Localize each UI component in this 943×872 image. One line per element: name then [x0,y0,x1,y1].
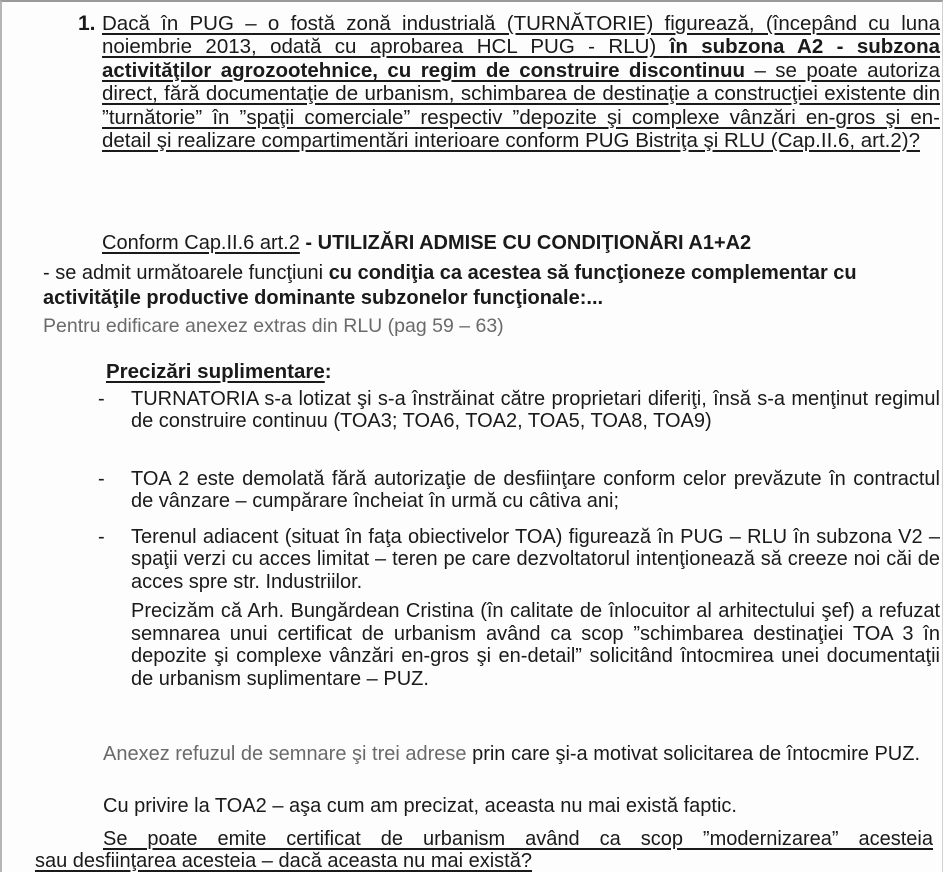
refusal-paragraph: Precizăm că Arh. Bungărdean Cristina (în calitate de înlocuitor al arhitectului şef) a refuzat semnarea unui certificat de urbanism având ca scop ”schimbarea destinaţiei TOA 3 în depozite şi complexe vânzări en-gros şi en-detail” solicitând întocmirea unei documentaţii de urbanism suplimentare – PUZ. [131,600,940,690]
precizari-heading [106,360,332,384]
bullet-dash: - [98,526,105,548]
bullet-item [98,526,940,593]
bullet-item [98,468,940,513]
admit-condition: cu condiţia ca acestea să funcţioneze complementar cu activităţile productive dominante subzonelor funcţionale:... [43,262,857,309]
annex-refusal-grey: Anexez refuzul de semnare şi trei adrese [103,743,467,765]
bullet-text: TOA 2 este demolată fără autorizaţie de desfiinţare conform celor prevăzute în contractul de vânzare – cumpărare încheiat în urmă cu câtiva ani; [131,468,940,513]
final-question [35,828,933,872]
question-1 [72,12,940,152]
bullet-text: Terenul adiacent (situat în faţa obiectivelor TOA) figurează în PUG – RLU în subzona V2 – spaţii verzi cu acces limitat – teren pe care dezvoltatorul intenţionează să creeze noi căi de acces spre str. Industriilor. [131,526,940,593]
conform-title: - UTILIZĂRI ADMISE CU CONDIŢIONĂRI A1+A2 [299,232,752,254]
bullet-dash: - [98,388,105,410]
question-text [102,12,940,152]
bullet-dash: - [98,468,105,490]
conform-heading [102,232,751,255]
toa2-statement: Cu privire la TOA2 – aşa cum am precizat, aceasta nu mai există faptic. [103,795,737,817]
annex-refusal [103,743,940,766]
question-bold-part: în subzona A2 - subzona activităţilor agrozootehnice, cu regim de construire discontinuu [102,35,940,82]
question-part1: Dacă în PUG – o fostă zonă industrială (TURNĂTORIE) figurează, (începând cu luna noiembrie 2013, odată cu aprobarea HCL PUG - RLU) [102,12,940,59]
final-line-1: Se poate emite certificat de urbanism având ca scop ”modernizarea” acesteia [103,828,933,850]
bullet-item [98,388,940,433]
final-line-2: sau desfiinţarea acesteia – dacă aceasta nu mai există? [35,850,532,872]
annex-rlu: Pentru edificare anexez extras din RLU (pag 59 – 63) [43,315,504,337]
admit-intro: - se admit următoarele funcţiuni [43,262,329,284]
conform-ref: Conform Cap.II.6 art.2 [102,232,300,254]
bullet-text: TURNATORIA s-a lotizat şi s-a înstrăinat către proprietari diferiţi, însă s-a menţinut regimul de construire continuu (TOA3; TOA6, TOA2, TOA5, TOA8, TOA9) [131,388,940,433]
admit-paragraph [43,261,903,311]
precizari-title: Precizări suplimentare [106,360,325,383]
annex-refusal-rest: prin care şi-a motivat solicitarea de întocmire PUZ. [466,743,921,765]
question-part2: – se poate autoriza direct, fără documentaţie de urbanism, schimbarea de destinaţie a construcţiei existente din ”turnătorie” în ”spaţii comerciale” respectiv ”depozite şi complexe vânzări en-gros şi en-detail şi realizare compartimentări interioare conform PUG Bistriţa şi RLU (Cap.II.6, art.2)? [102,58,940,153]
precizari-colon: : [324,360,332,383]
question-number: 1. [78,12,96,35]
